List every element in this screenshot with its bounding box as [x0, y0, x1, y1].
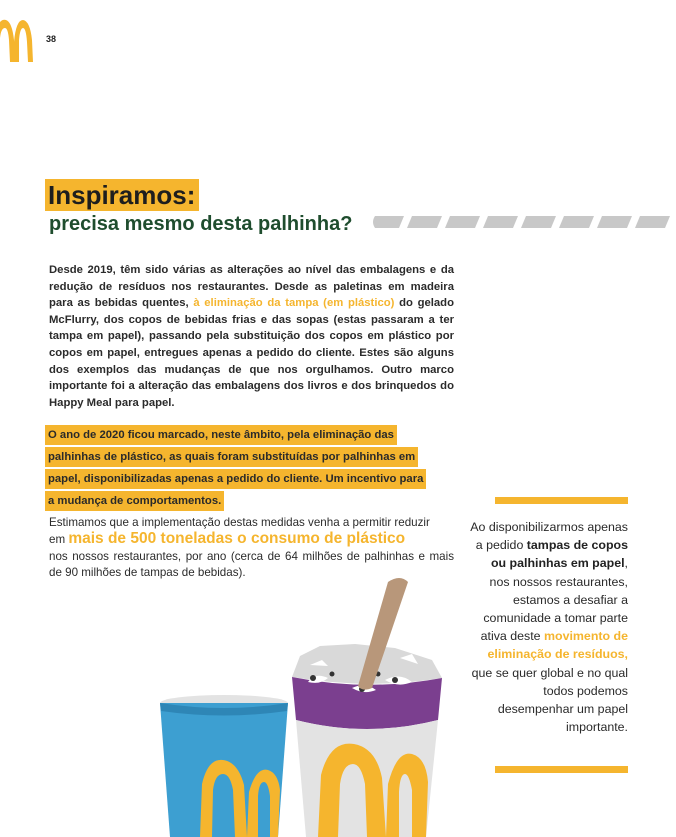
striped-straw-icon — [371, 212, 676, 232]
mcdonalds-arches-logo-icon — [0, 16, 36, 62]
page-subtitle: precisa mesmo desta palhinha? — [49, 213, 353, 235]
intro-highlight: à eliminação da tampa (em plástico) — [193, 297, 395, 310]
estimate-big-figure: mais de 500 toneladas o consumo de plástico — [68, 530, 406, 548]
mcflurry-cup-icon — [292, 578, 442, 837]
paper-cup-icon — [160, 695, 288, 837]
sidebar-top-rule — [495, 497, 628, 504]
highlight-line: papel, disponibilizadas apenas a pedido do cliente. Um incentivo para — [45, 469, 426, 489]
title-block — [45, 179, 199, 211]
highlight-line: a mudança de comportamentos. — [45, 491, 224, 511]
sidebar-text-2: , nos nossos restaurantes, estamos a desafiar a comunidade a tomar parte ativa deste — [480, 556, 628, 644]
estimate-rest: nos nossos restaurantes, por ano (cerca de 64 milhões de palhinhas e mais de 90 milhões de tampas de bebidas). — [49, 549, 454, 580]
cups-illustration — [150, 570, 470, 837]
sidebar-text-3: que se quer global e no qual todos podemos desempenhar um papel importante. — [471, 665, 628, 735]
page-number: 38 — [46, 34, 57, 44]
page-title: Inspiramos: — [45, 179, 199, 211]
sidebar-text-1: Ao disponibilizarmos apenas a pedido — [470, 520, 628, 553]
estimate-prefix: em — [49, 533, 69, 547]
intro-paragraph — [49, 262, 454, 411]
intro-text-2: do gelado McFlurry, dos copos de bebidas frias e das sopas (estas passaram a ter tampa em papel), passando pela substituição dos copos em plástico por copos em papel, entregues apenas a pedido do cliente. Estes são alguns dos exemplos das mudanças de que nos orgulhamos. Outro marco importante foi a alteração das embalagens dos livros e dos brinquedos do Happy Meal para papel. — [49, 297, 454, 409]
highlight-line: palhinhas de plástico, as quais foram substituídas por palhinhas em — [45, 447, 418, 467]
highlight-line: O ano de 2020 ficou marcado, neste âmbito, pela eliminação das — [45, 425, 397, 445]
estimate-line-1: Estimamos que a implementação destas medidas venha a permitir reduzir — [49, 516, 430, 529]
sidebar-bottom-rule — [495, 766, 628, 773]
intro-text-1: Desde 2019, têm sido várias as alterações ao nível das embalagens e da redução de resíduos nos restaurantes. Desde as paletinas em madeira para as bebidas quentes, — [49, 264, 454, 310]
sidebar-highlight: movimento de eliminação de resíduos, — [487, 629, 628, 662]
sidebar-quote — [470, 518, 628, 736]
highlight-block — [45, 425, 457, 513]
sidebar-bold: tampas de copos ou palhinhas em papel — [490, 538, 628, 571]
